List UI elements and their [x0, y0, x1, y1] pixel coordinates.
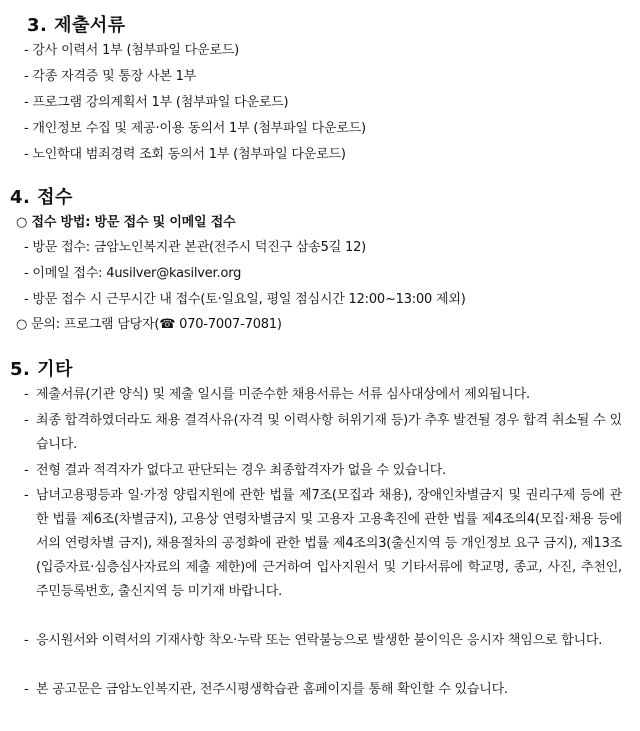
bullet-dash: - [24, 682, 29, 697]
list-item: 응시원서와 이력서의 기재사항 착오·누락 또는 연락불능으로 발생한 불이익은 응시자 책임으로 합니다. [36, 633, 603, 648]
list-item: 남녀고용평등과 일·가정 양립지원에 관한 법률 제7조(모집과 채용), 장애인차별금지 및 권리구제 등에 관한 법률 제6조(차별금지), 고용상 연령차별금지 및 고용자 고용촉진에 관한 법률 제4조의4(모집·채용 등에서의 연령차별 금지), 채용절차의 공정화에 관한 법률 제4조의3(출신지역 등 개인정보 요구 금지), 제13조(입증자료·심층심사자료의 제출 제한)에 근거하여 입사지원서 및 기타서류에 학교명, 종교, 사진, 추천인, 주민등록번호, 출신지역 등 미기재 바랍니다. [36, 488, 622, 599]
list-item: 본 공고문은 금암노인복지관, 전주시평생학습관 홈페이지를 통해 확인할 수 있습니다. [36, 682, 508, 697]
bullet-dash: - [24, 387, 29, 402]
section-title-documents: 3. 제출서류 [27, 15, 126, 36]
bullet-dash: - [24, 633, 29, 648]
list-item: 최종 합격하였더라도 채용 결격사유(자격 및 이력사항 허위기재 등)가 추후 발견될 경우 합격 취소될 수 있습니다. [36, 413, 622, 452]
list-item: - 방문 접수 시 근무시간 내 접수(토·일요일, 평일 점심시간 12:00~13:00 제외) [24, 292, 466, 307]
list-item: - 방문 접수: 금암노인복지관 본관(전주시 덕진구 삼송5길 12) [24, 240, 367, 255]
bullet-dash: - [24, 463, 29, 478]
section-title-etc: 5. 기타 [10, 359, 73, 380]
list-item: - 프로그램 강의계획서 1부 (첨부파일 다운로드) [24, 95, 289, 110]
list-item: - 노인학대 범죄경력 조회 동의서 1부 (첨부파일 다운로드) [24, 147, 346, 162]
list-item: - 각종 자격증 및 통장 사본 1부 [24, 69, 197, 84]
submission-method: ○ 접수 방법: 방문 접수 및 이메일 접수 [16, 215, 236, 230]
bullet-dash: - [24, 488, 29, 503]
list-item: - 강사 이력서 1부 (첨부파일 다운로드) [24, 43, 239, 58]
list-item: 전형 결과 적격자가 없다고 판단되는 경우 최종합격자가 없을 수 있습니다. [36, 463, 447, 478]
section-title-submission: 4. 접수 [10, 187, 73, 208]
list-item: - 이메일 접수: 4usilver@kasilver.org [24, 266, 242, 281]
list-item: - 개인정보 수집 및 제공·이용 동의서 1부 (첨부파일 다운로드) [24, 121, 366, 136]
bullet-dash: - [24, 413, 29, 428]
contact-info: ○ 문의: 프로그램 담당자(☎ 070-7007-7081) [16, 317, 282, 332]
list-item: 제출서류(기관 양식) 및 제출 일시를 미준수한 채용서류는 서류 심사대상에서 제외됩니다. [36, 387, 530, 402]
